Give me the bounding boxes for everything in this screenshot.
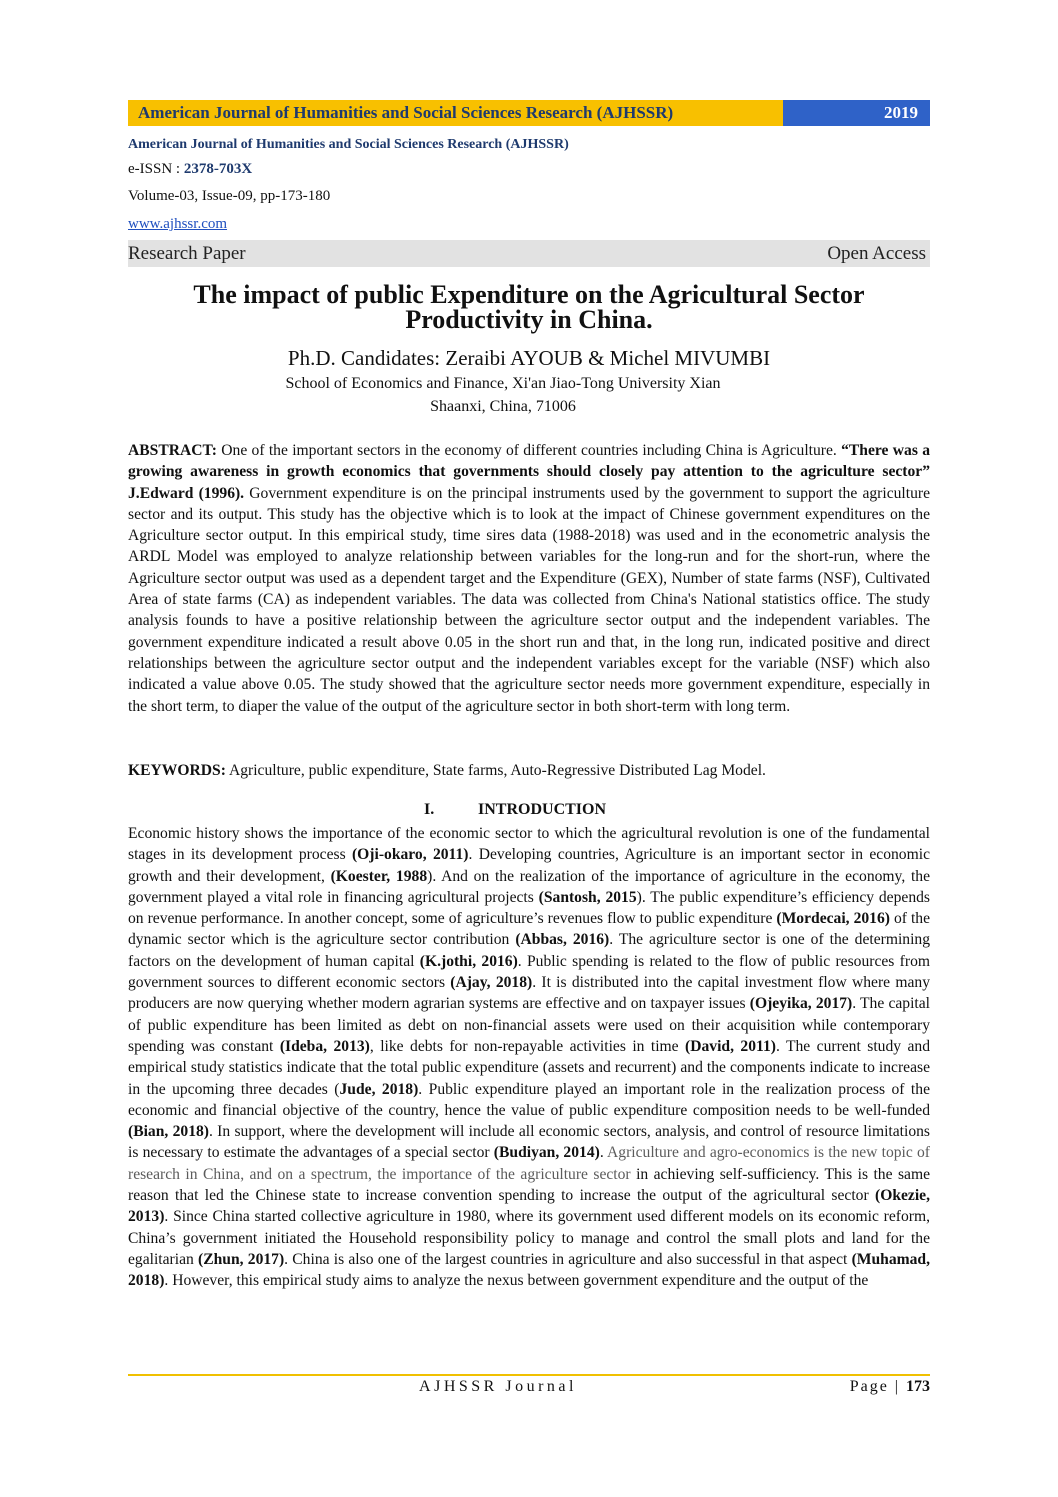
intro-text: of the dynamic sector which is the agriculture sector contribution: [128, 910, 931, 949]
intro-text: . Since China started collective agriculture in 1980, where its government used different models on its economic reform, China’s government initiated the Household responsibility policy to manage and control the small plots and land for the egalitarian: [128, 1208, 930, 1268]
intro-text: in achieving self-sufficiency. This is the same reason that led the Chinese state to increase convention spending to increase the output of the agricultural sector: [128, 1165, 930, 1205]
citation: (Ojeyika, 2017): [749, 995, 853, 1013]
keywords: [128, 760, 930, 781]
journal-name: American Journal of Humanities and Social Sciences Research (AJHSSR): [128, 137, 569, 152]
citation: (Mordecai, 2016): [776, 910, 890, 928]
footer-page: [850, 1378, 930, 1396]
abstract-text-2: Government expenditure is on the principal instruments used by the government to support the agriculture sector and its output. This study has the objective which is to look at the impact of Chinese government expenditures on the Agriculture sector output. In this empirical study, time sires data (1988-2018) was used and in the econometric analysis the ARDL Model was employed to analyze relationship between variables for the long-run and for the short-run, where the Agriculture sector output was used as a dependent target and the Expenditure (GEX), Number of state farms (NSF), Cultivated Area of state farms (CA) as independent variables. The data was collected from China's National statistics office. The study analysis founds to have a positive relationship between the agriculture sector output and the independent variables. The government expenditure indicated a result above 0.05 in the short run and that, in the long run, indicated positive and direct relationships between the agriculture sector output and the independent variables except for the variable (NSF) which also indicated a value above 0.05. The study showed that the agriculture sector needs more government expenditure, especially in the short term, to diaper the value of the output of the agriculture sector in both short-term with long term.: [128, 484, 930, 715]
intro-text: . Developing countries, Agriculture is an important sector in economic growth and their development,: [128, 846, 930, 885]
intro-text: . The agriculture sector is one of the determining factors on the development of human capital: [128, 931, 930, 970]
page-label: Page |: [849, 1378, 906, 1395]
issn: [128, 161, 930, 178]
citation: (Ideba, 2013): [279, 1037, 370, 1055]
intro-text: Economic history shows the importance of the economic sector to which the agricultural revolution is one of the fundamental stages in its development process: [128, 825, 930, 864]
abstract-text-1: One of the important sectors in the economy of different countries including China is Agriculture.: [216, 442, 842, 459]
journal-banner: [128, 100, 930, 126]
issn-label: e-ISSN :: [128, 161, 184, 177]
citation: (David, 2011): [685, 1037, 776, 1055]
footer-journal: AJHSSR Journal: [419, 1378, 577, 1395]
intro-text: . Public spending is related to the flow of public resources from government sources to different economic sectors: [128, 952, 930, 992]
citation: (Santosh, 2015: [538, 888, 637, 906]
citation: (Zhun, 2017): [198, 1250, 285, 1268]
paper-type-bar: [128, 240, 930, 267]
intro-text: .: [599, 1144, 608, 1162]
abstract-quote: “There was a growing awareness in growth economics that governments should closely pay attention to the agriculture sector” J.Edward (1996).: [128, 442, 930, 502]
paper-title: [128, 282, 930, 332]
citation: (Okezie, 2013): [128, 1187, 930, 1226]
research-paper-label: Research Paper: [128, 242, 246, 264]
citation: Jude, 2018): [339, 1080, 419, 1098]
abstract-label: ABSTRACT:: [128, 442, 217, 459]
intro-text: . The capital of public expenditure has been limited as debt on non-financial assets were used on their acquisition while contemporary spending was constant: [128, 995, 930, 1055]
section-number: I.: [424, 801, 435, 818]
introduction-body: [128, 823, 930, 1292]
citation: (Abbas, 2016): [515, 931, 610, 949]
citation: (Oji-okaro, 2011): [351, 846, 469, 864]
intro-text: . China is also one of the largest countries in agriculture and also successful in that aspect: [284, 1250, 852, 1268]
intro-text: . However, this empirical study aims to analyze the nexus between government expenditure and the output of the: [164, 1272, 869, 1290]
title-line-2: Productivity in China.: [405, 305, 653, 334]
section-title: INTRODUCTION: [478, 801, 607, 818]
affiliation-line-1: School of Economics and Finance, Xi'an Jiao-Tong University Xian: [285, 375, 721, 392]
citation: (Koester, 1988: [330, 867, 428, 885]
authors: Ph.D. Candidates: Zeraibi AYOUB & Michel MIVUMBI: [287, 346, 771, 370]
citation: (Budiyan, 2014): [493, 1144, 600, 1162]
intro-text: , like debts for non-repayable activities in time: [369, 1037, 686, 1055]
intro-text: . Public expenditure played an important role in the realization process of the economic and financial objective of the country, hence the value of public expenditure composition needs to be well-funded: [128, 1080, 930, 1119]
intro-text-gray: Agriculture and agro-economics is the new topic of research in China, and on a spectrum, the importance of the agriculture sector: [128, 1144, 930, 1183]
intro-text: . In support, where the development will include all economic sectors, analysis, and control of resource limitations is necessary to estimate the advantages of a special sector: [128, 1123, 930, 1162]
page-number: 173: [906, 1378, 930, 1395]
intro-text: ). The public expenditure’s efficiency depends on revenue performance. In another concept, some of agriculture’s revenues flow to public expenditure: [128, 888, 930, 928]
keywords-label: KEYWORDS:: [128, 762, 226, 779]
intro-text: ). And on the realization of the importance of agriculture in the economy, the government played a vital role in financing agricultural projects: [128, 867, 930, 906]
abstract: [128, 440, 930, 717]
volume-info: Volume-03, Issue-09, pp-173-180: [128, 188, 331, 204]
issn-value: 2378-703X: [183, 161, 253, 177]
title-line-1: The impact of public Expenditure on the Agricultural Sector: [193, 280, 865, 309]
citation: (Bian, 2018): [128, 1123, 209, 1141]
citation: (K.jothi, 2016): [419, 952, 518, 970]
banner-journal-title: American Journal of Humanities and Social Sciences Research (AJHSSR): [128, 100, 783, 126]
citation: (Muhamad, 2018): [128, 1250, 930, 1290]
intro-text: . It is distributed into the capital investment flow where many producers are now querying whether modern agrarian systems are effective and on taxpayer issues: [128, 974, 930, 1013]
page-footer: [128, 1378, 930, 1398]
keywords-text: Agriculture, public expenditure, State farms, Auto-Regressive Distributed Lag Model.: [225, 762, 766, 779]
citation: (Ajay, 2018): [450, 974, 533, 992]
footer-divider: [128, 1374, 930, 1376]
journal-url-link[interactable]: www.ajhssr.com: [128, 216, 228, 232]
open-access-label: Open Access: [827, 242, 926, 264]
intro-text: . The current study and empirical study statistics indicate that the total public expenditure (assets and recurrent) and the components indicate to increase in the upcoming three decades (: [128, 1037, 930, 1098]
banner-year: 2019: [783, 100, 930, 126]
affiliation-line-2: Shaanxi, China, 71006: [430, 398, 576, 415]
